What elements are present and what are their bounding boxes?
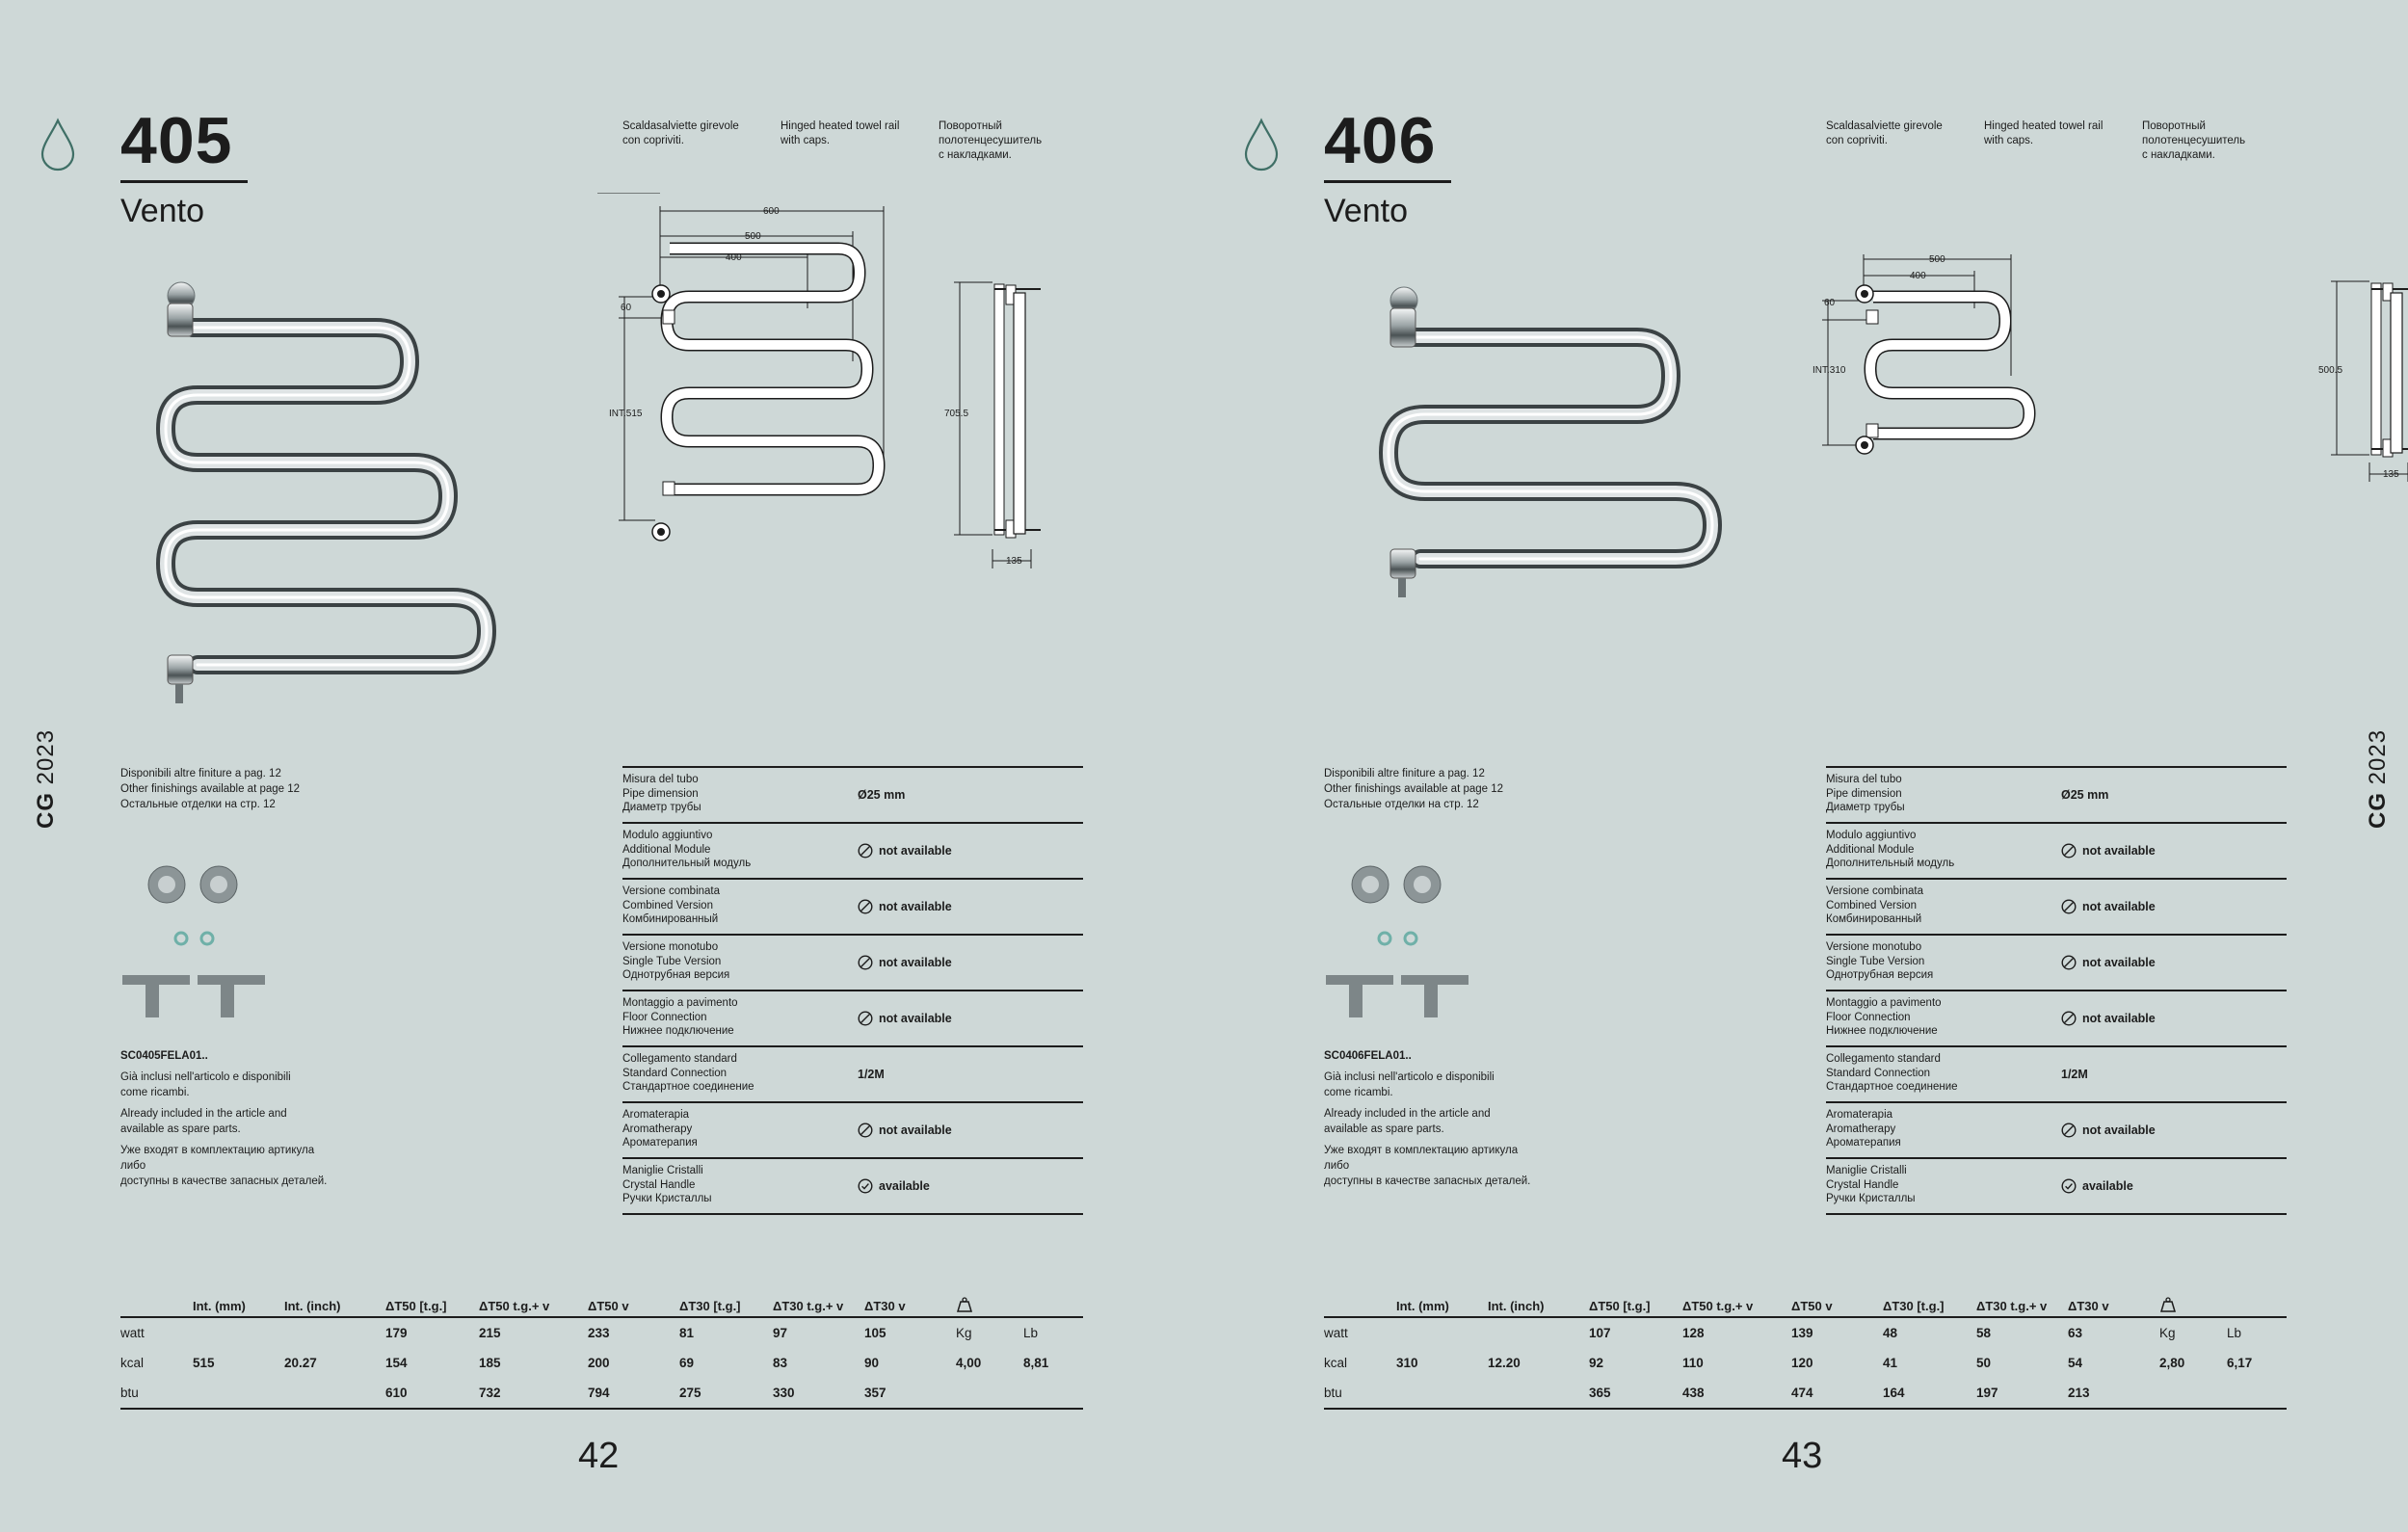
performance-header: ΔT50 t.g.+ v [479, 1295, 588, 1317]
performance-row [1324, 1348, 2287, 1378]
spec-gap [2051, 824, 2061, 878]
spec-gap [848, 1047, 858, 1101]
spare-parts-image [120, 858, 275, 1031]
not-available-icon [2061, 899, 2077, 914]
year-label: 2023 [33, 728, 59, 785]
spec-row [1826, 824, 2287, 880]
spec-value: not available [2082, 1012, 2156, 1025]
spec-value-cell [2061, 1103, 2287, 1157]
spec-row [1826, 991, 2287, 1047]
model-name: Vento [120, 193, 204, 229]
finish-note: Disponibili altre finiture a pag. 12 Other finishings available at page 12 Остальные отделки на стр. 12 [120, 768, 301, 810]
dim-int: INT.310 [1813, 365, 1846, 376]
performance-cell: 154 [385, 1356, 408, 1370]
not-available-icon [2061, 843, 2077, 858]
performance-cell: btu [1324, 1378, 1396, 1409]
dim-400: 400 [726, 252, 742, 263]
performance-row [1324, 1317, 2287, 1348]
performance-header: Int. (mm) [1396, 1295, 1488, 1317]
performance-header: ΔT30 t.g.+ v [773, 1295, 864, 1317]
spec-value-cell [858, 768, 1083, 822]
spec-label: Collegamento standard Standard Connection Стандартное соединение [622, 1053, 754, 1093]
spec-gap [848, 824, 858, 878]
performance-cell: Kg [956, 1326, 972, 1340]
performance-header [120, 1295, 193, 1317]
spec-row [1826, 1159, 2287, 1215]
catalog-page-406 [1204, 0, 2407, 1532]
spec-row [622, 768, 1083, 824]
spec-gap [848, 880, 858, 934]
performance-cell [284, 1378, 385, 1409]
spec-row [1826, 936, 2287, 991]
performance-cell: 92 [1589, 1356, 1604, 1370]
dim-height: 705.5 [944, 409, 969, 419]
included-it: Già inclusi nell'articolo e disponibili come ricambi. [1324, 1071, 1495, 1098]
spec-label: Misura del tubo Pipe dimension Диаметр трубы [1826, 774, 1905, 813]
performance-cell: 215 [479, 1326, 501, 1340]
spec-value-cell [2061, 880, 2287, 934]
performance-cell: 213 [2068, 1378, 2159, 1409]
spec-gap [848, 936, 858, 990]
performance-cell: kcal [120, 1356, 145, 1370]
performance-header: ΔT50 [t.g.] [1589, 1295, 1682, 1317]
spec-value-cell [858, 824, 1083, 878]
performance-cell: 8,81 [1023, 1356, 1049, 1370]
spec-label: Modulo aggiuntivo Additional Module Дополнительный модуль [1826, 830, 1955, 869]
side-label [2365, 729, 2392, 829]
performance-cell: 610 [385, 1378, 479, 1409]
spec-row [1826, 1047, 2287, 1103]
dim-int: INT.515 [609, 409, 643, 419]
page-number: 43 [1782, 1436, 1823, 1476]
performance-cell [193, 1378, 284, 1409]
performance-row [120, 1348, 1083, 1378]
spec-value-cell [2061, 768, 2287, 822]
spec-value: not available [879, 956, 952, 969]
performance-cell: 110 [1682, 1356, 1704, 1370]
side-label [33, 729, 60, 829]
spec-label: Collegamento standard Standard Connection Стандартное соединение [1826, 1053, 1958, 1093]
spec-label: Montaggio a pavimento Floor Connection Нижнее подключение [622, 997, 738, 1037]
model-number: 406 [1324, 104, 1437, 177]
spec-gap [2051, 1103, 2061, 1157]
product-descriptions [1826, 119, 2277, 163]
water-drop-icon [39, 118, 77, 172]
spec-row [1826, 1103, 2287, 1159]
spec-row [622, 1159, 1083, 1215]
model-underline [120, 180, 248, 183]
performance-cell: 90 [864, 1356, 880, 1370]
spec-value: not available [879, 1012, 952, 1025]
performance-cell: 69 [679, 1356, 695, 1370]
spec-row [622, 880, 1083, 936]
performance-table [1324, 1295, 2287, 1410]
spec-value-cell [2061, 824, 2287, 878]
performance-row [120, 1378, 1083, 1409]
spec-value-cell [2061, 936, 2287, 990]
spare-parts-image [1324, 858, 1478, 1031]
performance-cell: 41 [1883, 1356, 1898, 1370]
spec-value: not available [2082, 844, 2156, 858]
included-parts-note [1324, 1070, 1546, 1195]
performance-cell [2227, 1378, 2287, 1409]
performance-cell: 164 [1883, 1378, 1976, 1409]
weight-header [2159, 1295, 2227, 1317]
spare-parts-code: SC0405FELA01.. [120, 1050, 208, 1062]
not-available-icon [858, 899, 873, 914]
product-photo [154, 275, 559, 718]
spec-label: Versione combinata Combined Version Комбинированный [1826, 885, 1924, 925]
performance-cell: watt [1324, 1326, 1348, 1340]
spec-value-cell [858, 991, 1083, 1045]
description-it: Scaldasalviette girevole con copriviti. [1826, 120, 1943, 146]
spec-value-cell [2061, 1047, 2287, 1101]
spec-value: not available [879, 900, 952, 913]
performance-cell: 794 [588, 1378, 679, 1409]
spec-row [622, 991, 1083, 1047]
page-number: 42 [578, 1436, 620, 1476]
year-label: 2023 [2365, 728, 2391, 785]
dim-135: 135 [2383, 469, 2399, 480]
description-ru: Поворотный полотенцесушитель с накладками. [2142, 120, 2246, 161]
performance-header: ΔT30 v [2068, 1295, 2159, 1317]
spec-label: Misura del tubo Pipe dimension Диаметр трубы [622, 774, 701, 813]
available-icon [2061, 1178, 2077, 1194]
spec-row [622, 1103, 1083, 1159]
performance-cell [1023, 1378, 1083, 1409]
model-number: 405 [120, 104, 233, 177]
spec-gap [848, 991, 858, 1045]
dim-135: 135 [1006, 556, 1022, 567]
performance-cell: 128 [1682, 1326, 1705, 1340]
performance-cell: 107 [1589, 1326, 1611, 1340]
spec-label: Aromaterapia Aromatherapy Ароматерапия [622, 1109, 698, 1149]
spec-value: not available [879, 1123, 952, 1137]
performance-row [120, 1317, 1083, 1348]
spec-gap [848, 1159, 858, 1213]
spec-gap [2051, 936, 2061, 990]
spec-label: Aromaterapia Aromatherapy Ароматерапия [1826, 1109, 1901, 1149]
not-available-icon [2061, 1011, 2077, 1026]
water-drop-icon [1242, 118, 1281, 172]
dim-60: 60 [1824, 298, 1836, 308]
performance-header: Int. (mm) [193, 1295, 284, 1317]
spec-value: Ø25 mm [858, 788, 906, 802]
spec-row [622, 936, 1083, 991]
weight-icon [2159, 1297, 2177, 1312]
performance-cell [956, 1378, 1023, 1409]
performance-cell: 233 [588, 1326, 610, 1340]
spec-row [1826, 768, 2287, 824]
performance-cell: Lb [1023, 1326, 1039, 1340]
performance-header [1324, 1295, 1396, 1317]
specifications-table [622, 766, 1083, 1215]
spare-parts-code: SC0406FELA01.. [1324, 1050, 1412, 1062]
drawing-dimensions [1801, 241, 2408, 491]
performance-header: ΔT30 v [864, 1295, 956, 1317]
not-available-icon [2061, 1123, 2077, 1138]
description-it: Scaldasalviette girevole con copriviti. [622, 120, 739, 146]
performance-cell [1396, 1378, 1488, 1409]
performance-cell: 105 [864, 1326, 886, 1340]
spec-gap [2051, 1159, 2061, 1213]
performance-cell: 54 [2068, 1356, 2083, 1370]
performance-cell: 4,00 [956, 1356, 982, 1370]
dim-500: 500 [745, 231, 761, 242]
spec-value: not available [2082, 956, 2156, 969]
performance-cell: 330 [773, 1378, 864, 1409]
performance-cell: 58 [1976, 1326, 1992, 1340]
performance-cell: 310 [1396, 1356, 1418, 1370]
technical-drawing [597, 193, 1060, 578]
not-available-icon [858, 955, 873, 970]
spec-value: Ø25 mm [2061, 788, 2109, 802]
performance-cell [2159, 1378, 2227, 1409]
spec-value: not available [2082, 1123, 2156, 1137]
spec-gap [2051, 1047, 2061, 1101]
not-available-icon [858, 1123, 873, 1138]
performance-cell [193, 1317, 284, 1348]
spec-value: 1/2M [2061, 1068, 2088, 1081]
not-available-icon [2061, 955, 2077, 970]
spec-gap [2051, 768, 2061, 822]
performance-cell: 515 [193, 1356, 215, 1370]
performance-header-row [1324, 1295, 2287, 1317]
performance-header: ΔT50 [t.g.] [385, 1295, 479, 1317]
spec-value: available [879, 1179, 930, 1193]
performance-cell: 20.27 [284, 1356, 317, 1370]
performance-cell: 97 [773, 1326, 788, 1340]
spec-value-cell [2061, 1159, 2287, 1213]
performance-cell: 83 [773, 1356, 788, 1370]
performance-cell: 474 [1791, 1378, 1883, 1409]
spec-gap [2051, 991, 2061, 1045]
performance-cell: Lb [2227, 1326, 2242, 1340]
performance-cell: watt [120, 1326, 145, 1340]
included-en: Already included in the article and available as spare parts. [1324, 1108, 1491, 1135]
performance-cell: 139 [1791, 1326, 1813, 1340]
weight-icon [956, 1297, 973, 1312]
spec-value-cell [858, 880, 1083, 934]
performance-header: ΔT50 v [1791, 1295, 1883, 1317]
spec-label: Montaggio a pavimento Floor Connection Нижнее подключение [1826, 997, 1942, 1037]
performance-cell: 81 [679, 1326, 695, 1340]
performance-header [1023, 1295, 1083, 1317]
performance-cell [1396, 1317, 1488, 1348]
performance-cell: 179 [385, 1326, 408, 1340]
product-descriptions [622, 119, 1073, 163]
performance-cell: 2,80 [2159, 1356, 2185, 1370]
weight-header [956, 1295, 1023, 1317]
dim-60: 60 [621, 303, 632, 313]
specifications-table [1826, 766, 2287, 1215]
dim-400: 400 [1910, 271, 1926, 281]
spec-label: Maniglie Cristalli Crystal Handle Ручки Кристаллы [622, 1165, 712, 1204]
description-ru: Поворотный полотенцесушитель с накладками. [939, 120, 1043, 161]
spec-value: not available [2082, 900, 2156, 913]
spec-value-cell [858, 936, 1083, 990]
performance-cell: 63 [2068, 1326, 2083, 1340]
spec-label: Maniglie Cristalli Crystal Handle Ручки Кристаллы [1826, 1165, 1916, 1204]
performance-cell: 120 [1791, 1356, 1813, 1370]
description-en: Hinged heated towel rail with caps. [1984, 120, 2104, 146]
performance-cell [1488, 1378, 1589, 1409]
performance-header: ΔT50 t.g.+ v [1682, 1295, 1791, 1317]
performance-header: ΔT50 v [588, 1295, 679, 1317]
spec-label: Versione monotubo Single Tube Version Однотрубная версия [622, 941, 730, 981]
spec-value-cell [858, 1047, 1083, 1101]
performance-grid [1324, 1295, 2287, 1410]
not-available-icon [858, 1011, 873, 1026]
performance-table [120, 1295, 1083, 1410]
performance-cell: 357 [864, 1378, 956, 1409]
spec-value-cell [2061, 991, 2287, 1045]
performance-cell: 50 [1976, 1356, 1992, 1370]
included-ru: Уже входят в комплектацию артикула либо доступны в качестве запасных деталей. [1324, 1145, 1531, 1187]
product-photo [1377, 279, 1782, 617]
spec-row [622, 1047, 1083, 1103]
performance-cell: btu [120, 1378, 193, 1409]
spec-value: not available [879, 844, 952, 858]
spec-row [1826, 880, 2287, 936]
performance-cell [1488, 1317, 1589, 1348]
brand-label: CG [33, 792, 59, 829]
performance-cell: 197 [1976, 1378, 2068, 1409]
not-available-icon [858, 843, 873, 858]
performance-header: ΔT30 t.g.+ v [1976, 1295, 2068, 1317]
dim-height: 500.5 [2318, 365, 2343, 376]
spec-value: 1/2M [858, 1068, 885, 1081]
performance-cell: kcal [1324, 1356, 1348, 1370]
model-name: Vento [1324, 193, 1408, 229]
performance-cell: 275 [679, 1378, 773, 1409]
finish-note: Disponibili altre finiture a pag. 12 Other finishings available at page 12 Остальные отделки на стр. 12 [1324, 768, 1504, 810]
available-icon [858, 1178, 873, 1194]
spec-label: Versione combinata Combined Version Комбинированный [622, 885, 721, 925]
performance-cell: 200 [588, 1356, 610, 1370]
included-it: Già inclusi nell'articolo e disponibili come ricambi. [120, 1071, 291, 1098]
performance-cell: 365 [1589, 1378, 1682, 1409]
performance-header: ΔT30 [t.g.] [679, 1295, 773, 1317]
spec-label: Modulo aggiuntivo Additional Module Дополнительный модуль [622, 830, 752, 869]
performance-grid [120, 1295, 1083, 1410]
spec-label: Versione monotubo Single Tube Version Однотрубная версия [1826, 941, 1934, 981]
performance-cell: 732 [479, 1378, 588, 1409]
performance-cell: 6,17 [2227, 1356, 2253, 1370]
spec-gap [2051, 880, 2061, 934]
performance-header: Int. (inch) [1488, 1295, 1589, 1317]
dim-600: 600 [763, 206, 780, 217]
performance-header-row [120, 1295, 1083, 1317]
performance-cell: 12.20 [1488, 1356, 1521, 1370]
spec-value: available [2082, 1179, 2133, 1193]
spec-gap [848, 1103, 858, 1157]
brand-label: CG [2365, 792, 2391, 829]
description-en: Hinged heated towel rail with caps. [781, 120, 900, 146]
spec-value-cell [858, 1159, 1083, 1213]
included-parts-note [120, 1070, 342, 1195]
spec-value-cell [858, 1103, 1083, 1157]
performance-row [1324, 1378, 2287, 1409]
performance-cell: 48 [1883, 1326, 1898, 1340]
model-underline [1324, 180, 1451, 183]
performance-header: ΔT30 [t.g.] [1883, 1295, 1976, 1317]
performance-cell: Kg [2159, 1326, 2176, 1340]
spec-row [622, 824, 1083, 880]
performance-header [2227, 1295, 2287, 1317]
dim-500: 500 [1929, 254, 1945, 265]
performance-cell: 438 [1682, 1378, 1791, 1409]
performance-cell [284, 1317, 385, 1348]
performance-header: Int. (inch) [284, 1295, 385, 1317]
performance-cell: 185 [479, 1356, 501, 1370]
included-en: Already included in the article and available as spare parts. [120, 1108, 287, 1135]
included-ru: Уже входят в комплектацию артикула либо доступны в качестве запасных деталей. [120, 1145, 328, 1187]
spec-gap [848, 768, 858, 822]
